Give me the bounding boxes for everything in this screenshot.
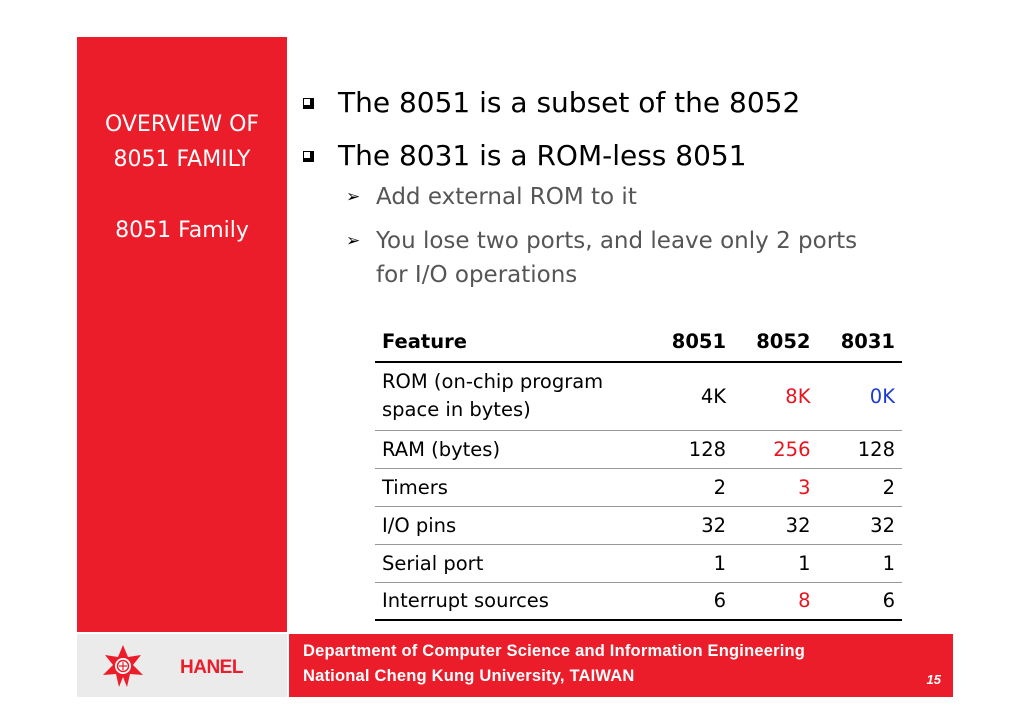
footer-bar [289, 634, 953, 697]
arrow-bullet-icon: ➢ [346, 187, 361, 207]
bullet-2 [338, 139, 747, 173]
checkbox-bullet-icon [303, 98, 314, 109]
table-cell-feature: Interrupt sources [375, 582, 661, 620]
table-cell-feature: I/O pins [375, 506, 661, 544]
sidebar [77, 37, 287, 632]
table-cell: 32 [818, 506, 903, 544]
table-cell: 1 [733, 544, 817, 582]
table-cell: 32 [733, 506, 817, 544]
table-row [375, 506, 902, 544]
table-cell-feature: RAM (bytes) [375, 430, 661, 468]
hanel-logo: HANEL [180, 657, 243, 678]
sidebar-title-line2: 8051 FAMILY [113, 147, 251, 172]
table-cell: 6 [661, 582, 733, 620]
table-header-row [375, 322, 902, 362]
table-cell: 8 [733, 582, 817, 620]
table-row [375, 430, 902, 468]
table-cell: 4K [661, 362, 733, 430]
table-cell: 8K [733, 362, 817, 430]
sub-bullet-2-cont: for I/O operations [376, 262, 578, 288]
arrow-bullet-icon: ➢ [346, 231, 361, 251]
sidebar-section: 8051 Family [115, 218, 249, 243]
table-cell: 2 [818, 468, 903, 506]
table-cell: 1 [661, 544, 733, 582]
rom-label-line2: space in bytes) [382, 398, 531, 422]
feature-table [375, 322, 902, 621]
footer-logo-area [77, 634, 287, 697]
university-emblem-icon [99, 643, 147, 689]
header-8031: 8031 [818, 322, 903, 362]
table-cell: 1 [818, 544, 903, 582]
sub-bullet-2 [346, 222, 858, 260]
table-cell-feature [375, 362, 661, 430]
table-cell: 32 [661, 506, 733, 544]
header-8052: 8052 [733, 322, 817, 362]
checkbox-bullet-icon [303, 151, 314, 162]
table-row [375, 468, 902, 506]
header-8051: 8051 [661, 322, 733, 362]
table-cell: 3 [733, 468, 817, 506]
table-row [375, 362, 902, 430]
sub-bullet-2-text: You lose two ports, and leave only 2 ports [376, 228, 858, 254]
bullet-2-text: The 8031 is a ROM-less 8051 [338, 139, 747, 172]
footer-university: National Cheng Kung University, TAIWAN [303, 667, 635, 685]
sub-bullet-1-text: Add external ROM to it [376, 184, 637, 210]
page-number: 15 [926, 672, 941, 687]
table-cell: 0K [818, 362, 903, 430]
table-cell: 128 [818, 430, 903, 468]
table-cell: 6 [818, 582, 903, 620]
table-cell-feature: Serial port [375, 544, 661, 582]
sub-bullet-1 [346, 178, 637, 216]
table-row [375, 544, 902, 582]
table-cell: 256 [733, 430, 817, 468]
bullet-1-text: The 8051 is a subset of the 8052 [338, 86, 801, 119]
footer-department: Department of Computer Science and Information Engineering [303, 642, 806, 660]
table-cell-feature: Timers [375, 468, 661, 506]
header-feature: Feature [375, 322, 661, 362]
table-cell: 128 [661, 430, 733, 468]
bullet-1 [338, 86, 800, 120]
table-row [375, 582, 902, 620]
sidebar-title-line1: OVERVIEW OF [104, 112, 260, 137]
table-cell: 2 [661, 468, 733, 506]
rom-label-line1: ROM (on-chip program [382, 370, 604, 394]
